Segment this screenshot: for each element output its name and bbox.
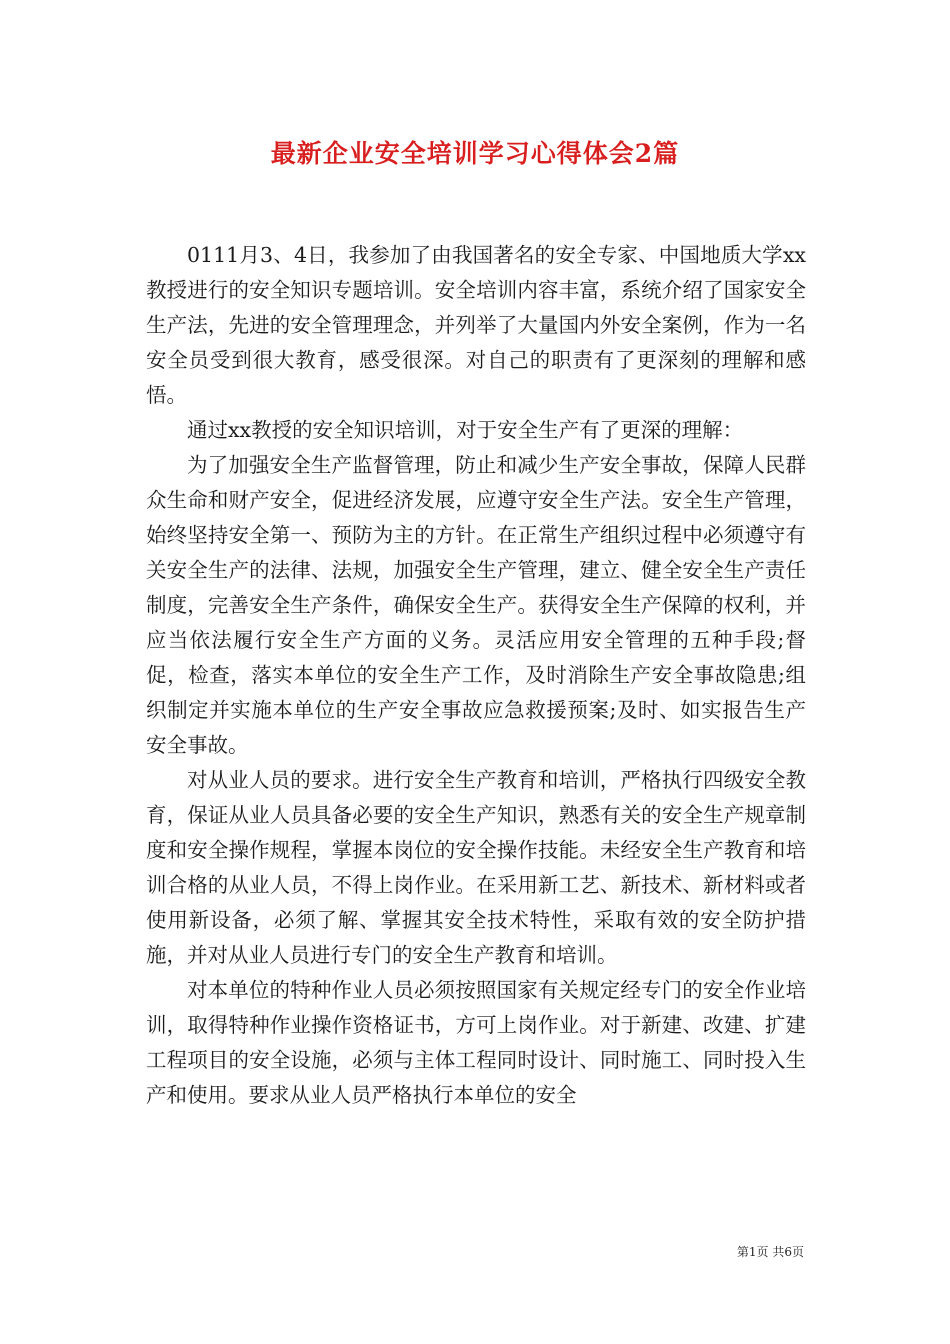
paragraph: 0111月3、4日，我参加了由我国著名的安全专家、中国地质大学xx教授进行的安全知识专题培训。安全培训内容丰富，系统介绍了国家安全生产法，先进的安全管理理念，并列举了大量国内外安全案例，作为一名安全员受到很大教育，感受很深。对自己的职责有了更深刻的理解和感悟。 — [146, 243, 806, 407]
paragraph: 对从业人员的要求。进行安全生产教育和培训，严格执行四级安全教育，保证从业人员具备必要的安全生产知识，熟悉有关的安全生产规章制度和安全操作规程，掌握本岗位的安全操作技能。未经安全生产教育和培训合格的从业人员，不得上岗作业。在采用新工艺、新技术、新材料或者使用新设备，必须了解、掌握其安全技术特性，采取有效的安全防护措施，并对从业人员进行专门的安全生产教育和培训。 — [146, 768, 806, 967]
page-number-footer: 第1页 共6页 — [736, 1245, 804, 1259]
paragraph: 对本单位的特种作业人员必须按照国家有关规定经专门的安全作业培训，取得特种作业操作资格证书，方可上岗作业。对于新建、改建、扩建工程项目的安全设施，必须与主体工程同时设计、同时施工、同时投入生产和使用。要求从业人员严格执行本单位的安全 — [146, 978, 806, 1107]
document-title: 最新企业安全培训学习心得体会2篇 — [270, 139, 680, 168]
paragraph: 通过xx教授的安全知识培训，对于安全生产有了更深的理解： — [187, 418, 744, 442]
paragraph: 为了加强安全生产监督管理，防止和减少生产安全事故，保障人民群众生命和财产安全，促进经济发展，应遵守安全生产法。安全生产管理，始终坚持安全第一、预防为主的方针。在正常生产组织过程中必须遵守有关安全生产的法律、法规，加强安全生产管理，建立、健全安全生产责任制度，完善安全生产条件，确保安全生产。获得安全生产保障的权利，并应当依法履行安全生产方面的义务。灵活应用安全管理的五种手段;督促，检查，落实本单位的安全生产工作，及时消除生产安全事故隐患;组织制定并实施本单位的生产安全事故应急救援预案;及时、如实报告生产安全事故。 — [146, 453, 806, 757]
document-body — [146, 238, 806, 1113]
